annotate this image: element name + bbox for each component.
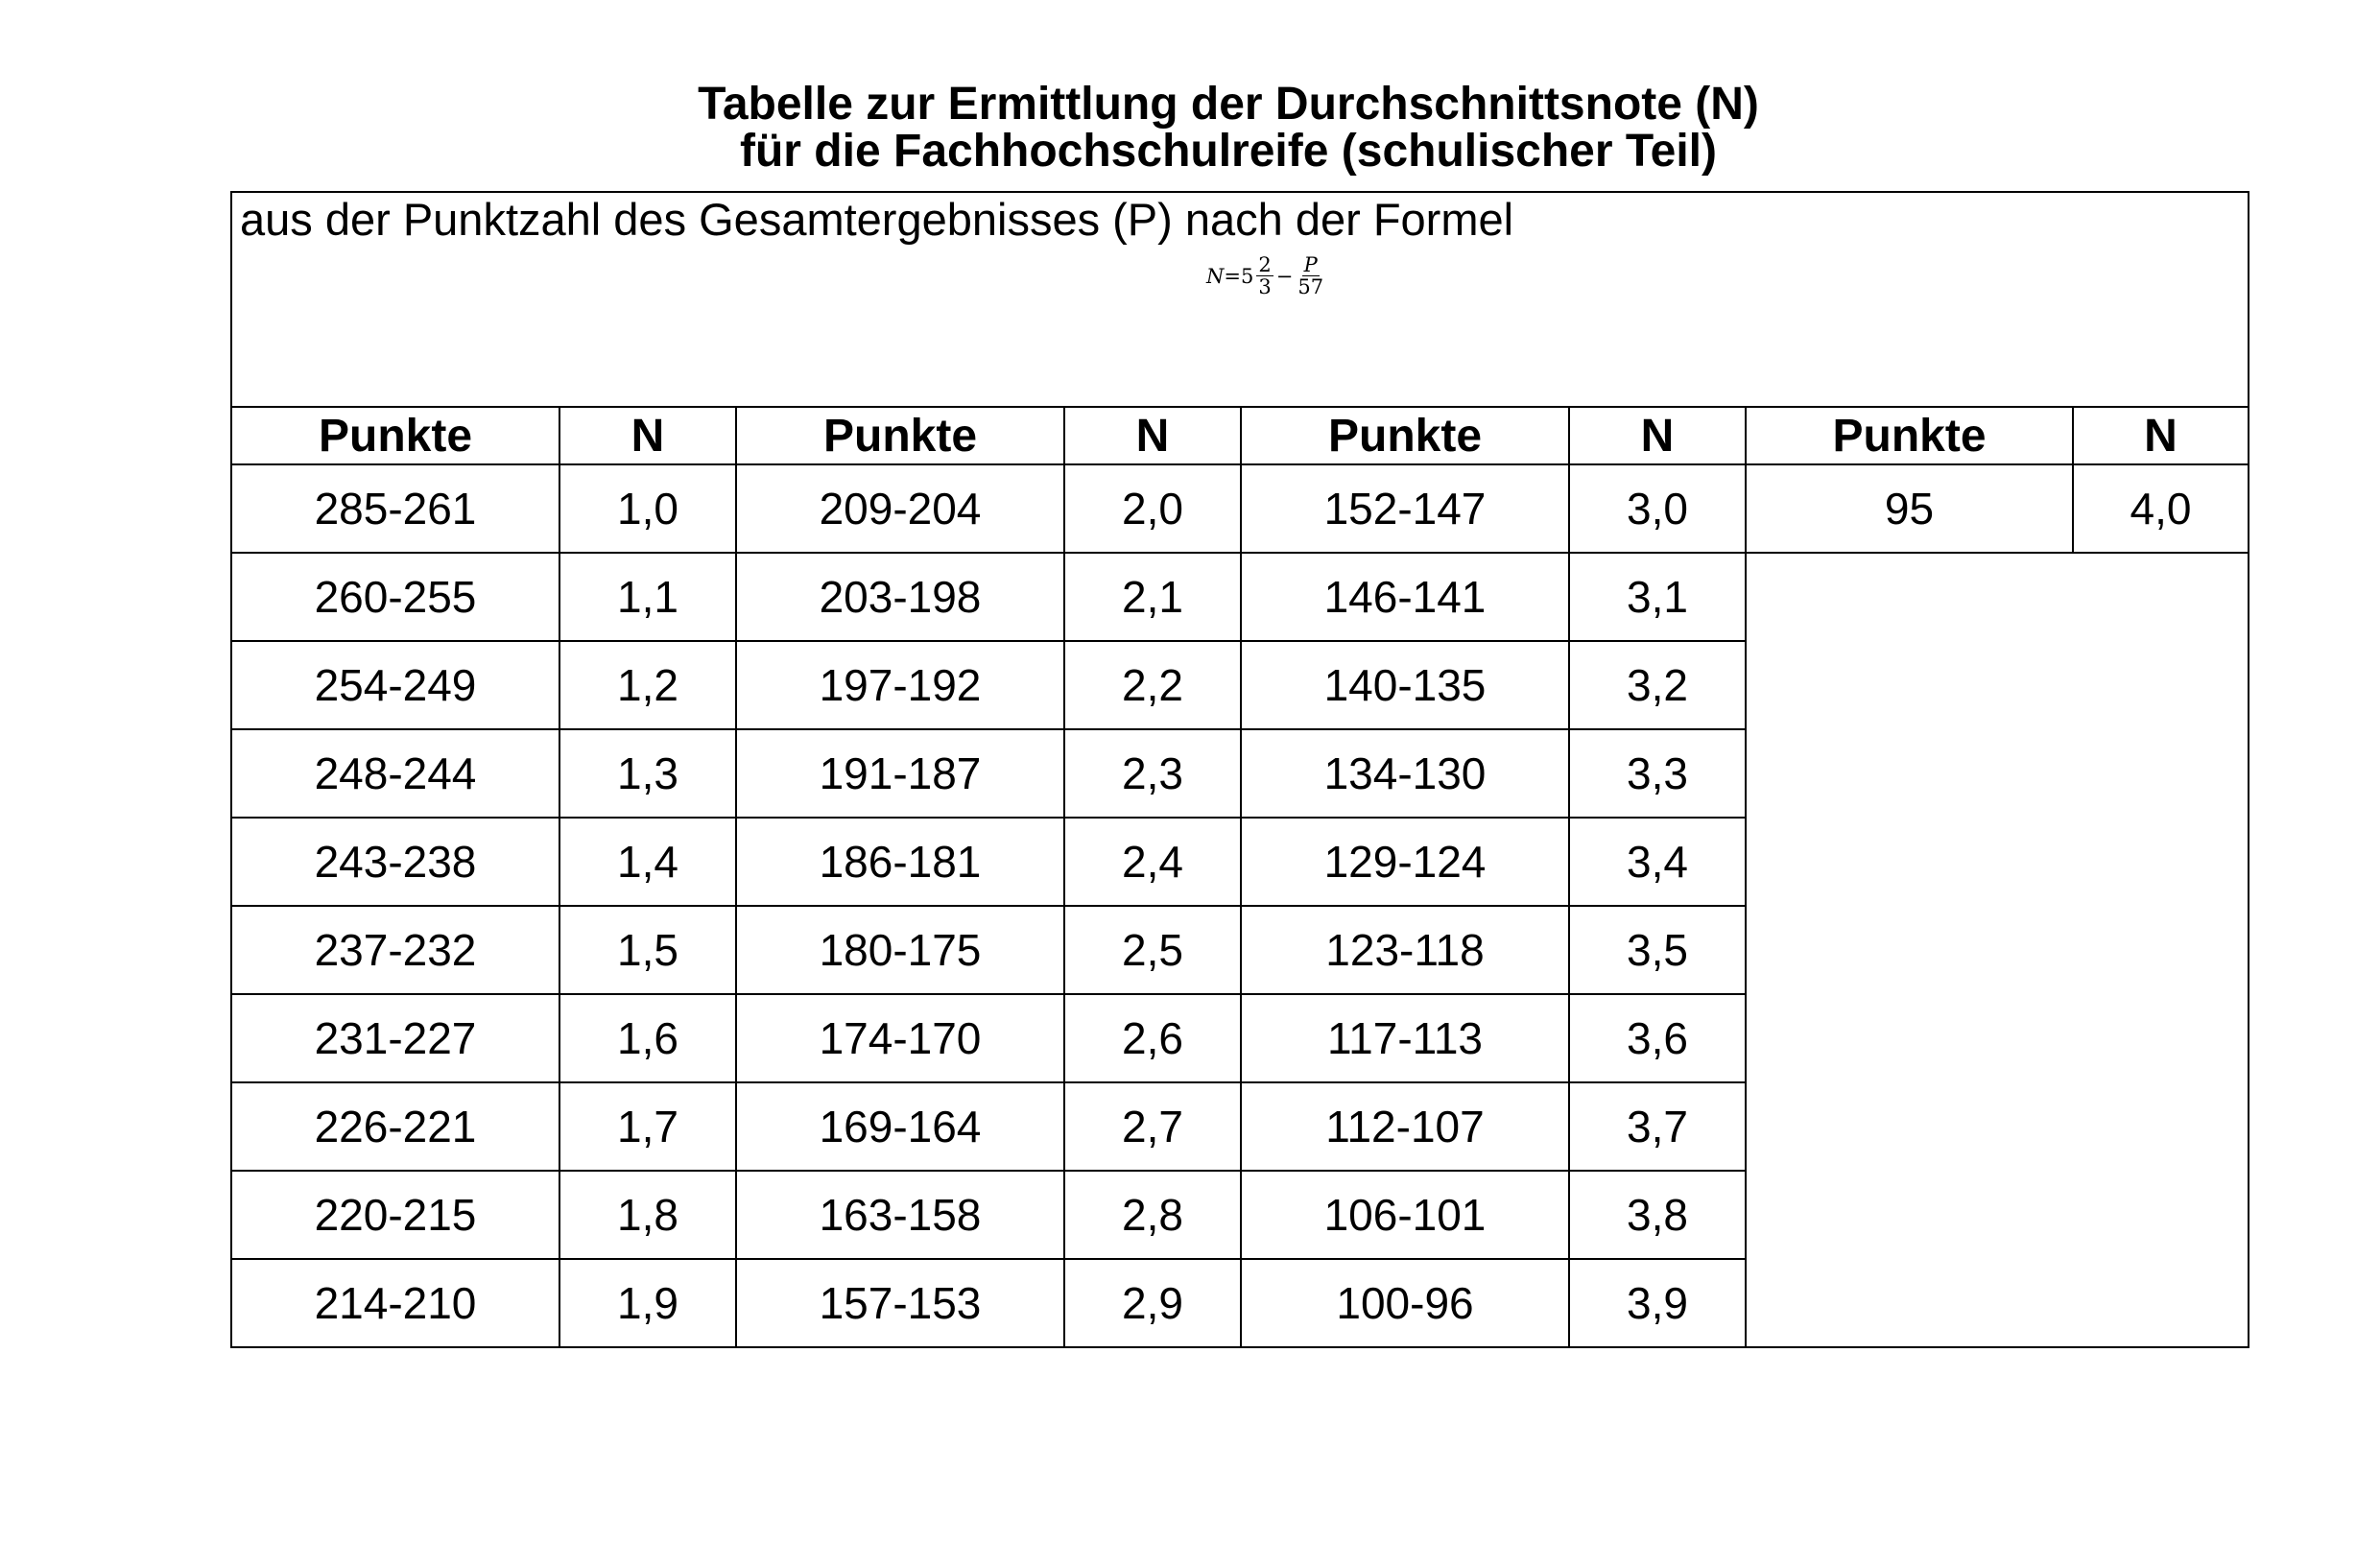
formula-lhs: N bbox=[1206, 264, 1225, 288]
grade-cell: 3,0 bbox=[1569, 464, 1746, 553]
points-range-cell: 140-135 bbox=[1241, 641, 1569, 729]
formula-fraction bbox=[1256, 254, 1273, 297]
formula-p-numerator: P bbox=[1303, 253, 1318, 276]
grade-cell: 3,2 bbox=[1569, 641, 1746, 729]
points-range-cell: 174-170 bbox=[736, 994, 1064, 1082]
header-row bbox=[231, 407, 2249, 464]
column-header-punkte: Punkte bbox=[1746, 407, 2073, 464]
points-range-cell: 100-96 bbox=[1241, 1259, 1569, 1347]
points-range-cell: 106-101 bbox=[1241, 1171, 1569, 1259]
points-range-cell: 163-158 bbox=[736, 1171, 1064, 1259]
points-range-cell: 220-215 bbox=[231, 1171, 559, 1259]
points-range-cell: 180-175 bbox=[736, 906, 1064, 994]
points-range-cell: 209-204 bbox=[736, 464, 1064, 553]
grade-cell: 2,0 bbox=[1064, 464, 1241, 553]
column-header-n: N bbox=[1064, 407, 1241, 464]
grade-cell: 1,9 bbox=[559, 1259, 736, 1347]
table-row bbox=[231, 464, 2249, 553]
grade-cell: 1,4 bbox=[559, 818, 736, 906]
points-range-cell: 129-124 bbox=[1241, 818, 1569, 906]
points-range-cell: 191-187 bbox=[736, 729, 1064, 818]
grade-cell: 1,6 bbox=[559, 994, 736, 1082]
grade-cell: 3,8 bbox=[1569, 1171, 1746, 1259]
grade-cell: 2,3 bbox=[1064, 729, 1241, 818]
points-range-cell: 152-147 bbox=[1241, 464, 1569, 553]
formula-fraction-numerator: 2 bbox=[1258, 253, 1272, 276]
page-subtitle: für die Fachhochschulreife (schulischer Teil) bbox=[739, 126, 1717, 177]
formula-p-fraction bbox=[1296, 254, 1325, 297]
grade-cell: 1,3 bbox=[559, 729, 736, 818]
formula-fraction-denominator: 3 bbox=[1258, 275, 1272, 298]
grade-cell: 2,2 bbox=[1064, 641, 1241, 729]
page-title: Tabelle zur Ermittlung der Durchschnittsnote (N) bbox=[698, 79, 1759, 130]
grade-cell: 1,0 bbox=[559, 464, 736, 553]
points-range-cell: 112-107 bbox=[1241, 1082, 1569, 1171]
column-header-punkte: Punkte bbox=[736, 407, 1064, 464]
grade-cell: 3,7 bbox=[1569, 1082, 1746, 1171]
grade-cell: 1,5 bbox=[559, 906, 736, 994]
points-range-cell: 260-255 bbox=[231, 553, 559, 641]
grade-cell: 2,8 bbox=[1064, 1171, 1241, 1259]
grade-cell: 3,4 bbox=[1569, 818, 1746, 906]
points-range-cell: 186-181 bbox=[736, 818, 1064, 906]
points-range-cell: 214-210 bbox=[231, 1259, 559, 1347]
formula bbox=[1206, 254, 1328, 297]
grade-cell: 4,0 bbox=[2073, 464, 2249, 553]
grade-table bbox=[230, 191, 2249, 1348]
grade-cell: 3,3 bbox=[1569, 729, 1746, 818]
grade-cell: 3,5 bbox=[1569, 906, 1746, 994]
points-range-cell: 157-153 bbox=[736, 1259, 1064, 1347]
formula-whole: 5 bbox=[1240, 264, 1254, 288]
points-range-cell: 237-232 bbox=[231, 906, 559, 994]
grade-cell: 2,6 bbox=[1064, 994, 1241, 1082]
empty-area bbox=[1746, 553, 2249, 1347]
formula-minus: − bbox=[1275, 264, 1294, 288]
column-header-punkte: Punkte bbox=[1241, 407, 1569, 464]
points-range-cell: 95 bbox=[1746, 464, 2073, 553]
grade-cell: 2,1 bbox=[1064, 553, 1241, 641]
points-range-cell: 134-130 bbox=[1241, 729, 1569, 818]
grade-cell: 1,2 bbox=[559, 641, 736, 729]
grade-cell: 1,1 bbox=[559, 553, 736, 641]
grade-cell: 2,7 bbox=[1064, 1082, 1241, 1171]
grade-cell: 2,9 bbox=[1064, 1259, 1241, 1347]
grade-cell: 1,7 bbox=[559, 1082, 736, 1171]
column-header-n: N bbox=[1569, 407, 1746, 464]
points-range-cell: 226-221 bbox=[231, 1082, 559, 1171]
grade-cell: 3,9 bbox=[1569, 1259, 1746, 1347]
points-range-cell: 197-192 bbox=[736, 641, 1064, 729]
points-range-cell: 254-249 bbox=[231, 641, 559, 729]
formula-description: aus der Punktzahl des Gesamtergebnisses (P) nach der Formel bbox=[240, 194, 1514, 245]
points-range-cell: 231-227 bbox=[231, 994, 559, 1082]
points-range-cell: 169-164 bbox=[736, 1082, 1064, 1171]
grade-cell: 2,4 bbox=[1064, 818, 1241, 906]
formula-equals: = bbox=[1224, 264, 1241, 288]
points-range-cell: 243-238 bbox=[231, 818, 559, 906]
column-header-n: N bbox=[559, 407, 736, 464]
points-range-cell: 123-118 bbox=[1241, 906, 1569, 994]
grade-cell: 2,5 bbox=[1064, 906, 1241, 994]
grade-cell: 3,6 bbox=[1569, 994, 1746, 1082]
formula-description-cell bbox=[231, 192, 2249, 407]
grade-cell: 1,8 bbox=[559, 1171, 736, 1259]
column-header-n: N bbox=[2073, 407, 2249, 464]
grade-cell: 3,1 bbox=[1569, 553, 1746, 641]
column-header-punkte: Punkte bbox=[231, 407, 559, 464]
points-range-cell: 117-113 bbox=[1241, 994, 1569, 1082]
formula-p-denominator: 57 bbox=[1297, 275, 1324, 298]
points-range-cell: 203-198 bbox=[736, 553, 1064, 641]
table-row bbox=[231, 553, 2249, 641]
points-range-cell: 285-261 bbox=[231, 464, 559, 553]
points-range-cell: 146-141 bbox=[1241, 553, 1569, 641]
points-range-cell: 248-244 bbox=[231, 729, 559, 818]
